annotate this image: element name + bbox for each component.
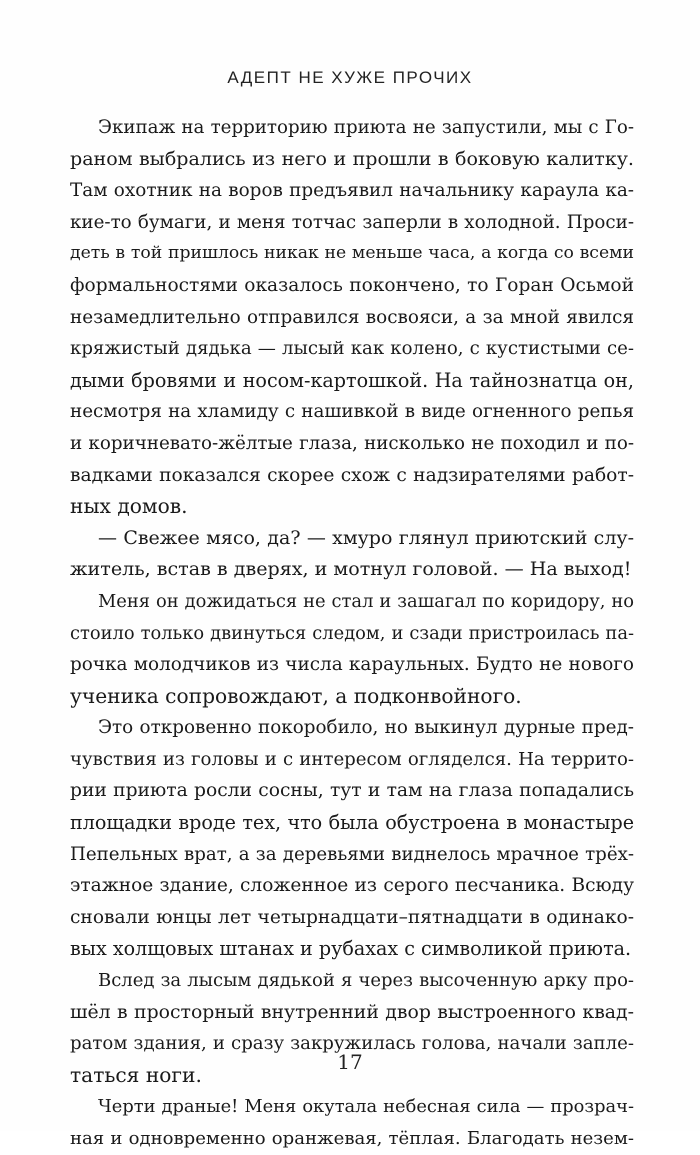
text-line: и коричневато-жёлтые глаза, нисколько не походил и по- [70,432,634,454]
text-line: ратом здания, и сразу закружилась голова, начали запле- [70,1033,634,1055]
text-line: рии приюта росли сосны, тут и там на глаза попадались [70,780,634,802]
text-line: сновали юнцы лет четырнадцати–пятнадцати в одинако- [70,906,634,928]
text-line: Экипаж на территорию приюта не запустили, мы с Го- [98,117,634,138]
text-line: кряжистый дядька — лысый как колено, с кустистыми се- [70,338,634,360]
text-line: кие-то бумаги, и меня тотчас заперли в холодной. Проси- [70,211,634,233]
paragraph [70,712,634,965]
text-line: дыми бровями и носом-картошкой. На тайнознатца он, [70,368,634,392]
paragraph [70,586,634,712]
text-line: вадками показался скорее схож с надзирателями работ- [70,464,634,486]
text-line: шёл в просторный внутренний двор выстроенного квад- [70,1001,634,1023]
paragraph [70,1091,634,1154]
text-line: несмотря на хламиду с нашивкой в виде огненного репья [70,401,634,423]
text-line: формальностями оказалось покончено, то Горан Осьмой [70,274,634,296]
paragraph [70,112,634,523]
text-line: стоило только двинуться следом, и сзади пристроилась па- [70,622,634,644]
text-line: этажное здание, сложенное из серого песчаника. Всюду [70,875,634,897]
text-line: таться ноги. [70,1062,202,1087]
paragraph [70,523,634,586]
page-number: 17 [337,1050,363,1074]
text-line: Вслед за лысым дядькой я через высоченную арку про- [98,970,634,992]
text-line: ученика сопровождают, а подконвойного. [70,683,522,708]
text-line: Черти драные! Меня окутала небесная сила — прозрач- [98,1096,634,1118]
running-title: АДЕПТ НЕ ХУЖЕ ПРОЧИХ [227,68,473,87]
text-line: вых холщовых штанах и рубахах с символикой приюта. [70,937,632,961]
text-line: рочка молодчиков из числа караульных. Будто не нового [70,654,634,676]
text-line: чувствия из головы и с интересом огляделся. На террито- [70,748,634,770]
text-line: Пепельных врат, а за деревьями виднелось мрачное трёх- [70,843,634,865]
text-line: Там охотник на воров предъявил начальнику караула ка- [70,180,634,202]
text-line: раном выбрались из него и прошли в боковую калитку. [70,147,634,170]
body-text [70,112,634,1155]
text-line: ная и одновременно оранжевая, тёплая. Благодать незем- [70,1128,634,1149]
text-line: деть в той пришлось никак не меньше часа, а когда со всеми [70,243,634,264]
text-line: ных домов. [70,494,188,519]
text-line: Меня он дожидаться не стал и зашагал по коридору, но [98,590,634,612]
text-line: житель, встав в дверях, и мотнул головой. — На выход! [70,558,632,581]
text-line: незамедлительно отправился восвояси, а за мной явился [70,306,634,328]
text-line: площадки вроде тех, что была обустроена в монастыре [70,811,634,835]
text-line: — Свежее мясо, да? — хмуро глянул приютский слу- [98,526,634,549]
text-line: Это откровенно покоробило, но выкинул дурные пред- [98,717,634,739]
